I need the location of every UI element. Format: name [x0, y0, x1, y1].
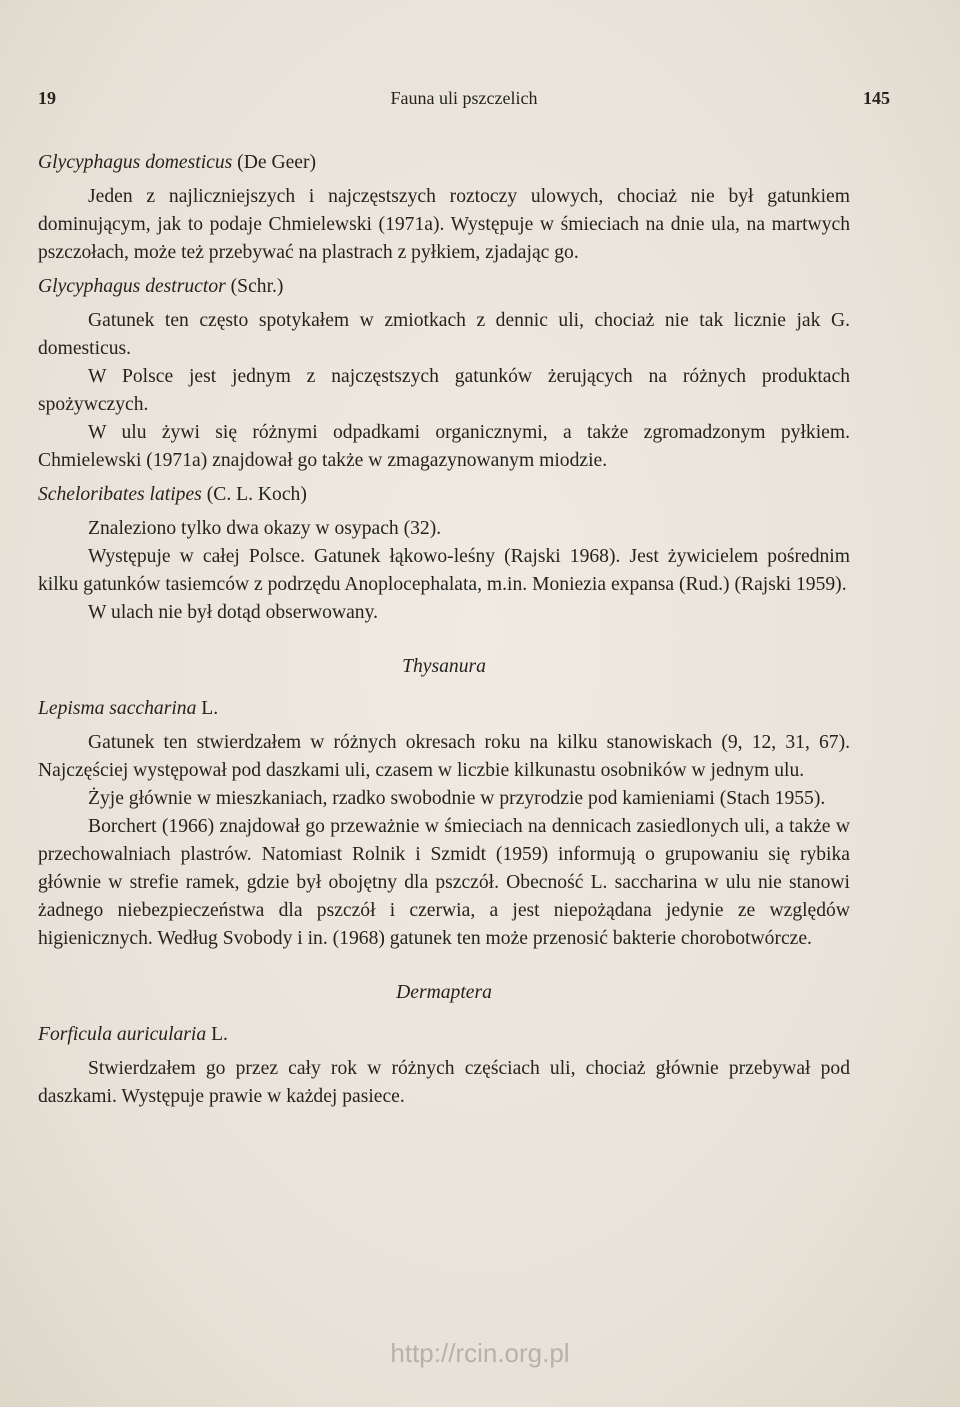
paragraph: Stwierdzałem go przez cały rok w różnych częściach uli, chociaż głównie przebywał pod daszkami. Występuje prawie w każdej pasiece.: [38, 1058, 850, 1107]
paragraph: Żyje głównie w mieszkaniach, rzadko swobodnie w przyrodzie pod kamieniami (Stach 1955).: [88, 788, 826, 809]
species-author: L.: [211, 1024, 228, 1045]
paragraph: Występuje w całej Polsce. Gatunek łąkowo-leśny (Rajski 1968). Jest żywicielem pośrednim kilku gatunków tasiemców z podrzędu Anoplocephalata, m.in. Moniezia expansa (Rud.) (Rajski 1959).: [38, 546, 850, 595]
species-heading: [38, 481, 850, 509]
species-author: (Schr.): [230, 276, 284, 297]
species-name: Lepisma saccharina: [38, 698, 197, 719]
species-author: (De Geer): [237, 152, 317, 173]
paragraph: W ulach nie był dotąd obserwowany.: [88, 602, 379, 623]
species-author: (C. L. Koch): [206, 484, 307, 505]
species-name: Scheloribates latipes: [38, 484, 202, 505]
species-heading: [38, 149, 850, 177]
species-heading: [38, 1021, 850, 1049]
species-name: Forficula auricularia: [38, 1024, 207, 1045]
section-heading: Dermaptera: [396, 982, 492, 1003]
species-name: Glycyphagus destructor: [38, 276, 226, 297]
species-name: Glycyphagus domesticus: [38, 152, 233, 173]
paragraph: Jeden z najliczniejszych i najczęstszych roztoczy ulowych, chociaż nie był gatunkiem dominującym, jak to podaje Chmielewski (1971a). Występuje w śmieciach na dnie ula, na martwych pszczołach, może też przebywać na plastrach z pyłkiem, zjadając go.: [38, 186, 850, 263]
species-heading: [38, 273, 850, 301]
species-author: L.: [201, 698, 219, 719]
paragraph: Gatunek ten często spotykałem w zmiotkach z dennic uli, chociaż nie tak licznie jak G. domesticus.: [38, 310, 850, 359]
chapter-number: 19: [38, 88, 56, 108]
paragraph: Borchert (1966) znajdował go przeważnie w śmieciach na dennicach zasiedlonych uli, a także w przechowalniach plastrów. Natomiast Rolnik i Szmidt (1959) informują o grupowaniu się rybika głównie w strefie ramek, gdzie był obojętny dla pszczół. Obecność L. saccharina w ulu nie stanowi żadnego niebezpieczeństwa dla pszczół i czerwia, a jest niepożądana jedynie ze względów higienicznych. Według Svobody i in. (1968) gatunek ten może przenosić bakterie chorobotwórcze.: [38, 816, 850, 949]
watermark-url: http://rcin.org.pl: [390, 1338, 570, 1368]
page-number: 145: [863, 88, 890, 108]
paragraph: Znaleziono tylko dwa okazy w osypach (32).: [88, 518, 442, 539]
section-heading: Thysanura: [402, 656, 486, 677]
paragraph: Gatunek ten stwierdzałem w różnych okresach roku na kilku stanowiskach (9, 12, 31, 67). Najczęściej występował pod daszkami uli, czasem w liczbie kilkunastu osobników w jednym ulu.: [38, 732, 850, 781]
running-title: Fauna uli pszczelich: [390, 88, 538, 108]
text-body: [38, 143, 850, 1111]
species-heading: [38, 695, 850, 723]
paragraph: W ulu żywi się różnymi odpadkami organicznymi, a także zgromadzonym pyłkiem. Chmielewski (1971a) znajdował go także w zmagazynowanym miodzie.: [38, 422, 850, 471]
paragraph: W Polsce jest jednym z najczęstszych gatunków żerujących na różnych produktach spożywczych.: [38, 366, 850, 415]
